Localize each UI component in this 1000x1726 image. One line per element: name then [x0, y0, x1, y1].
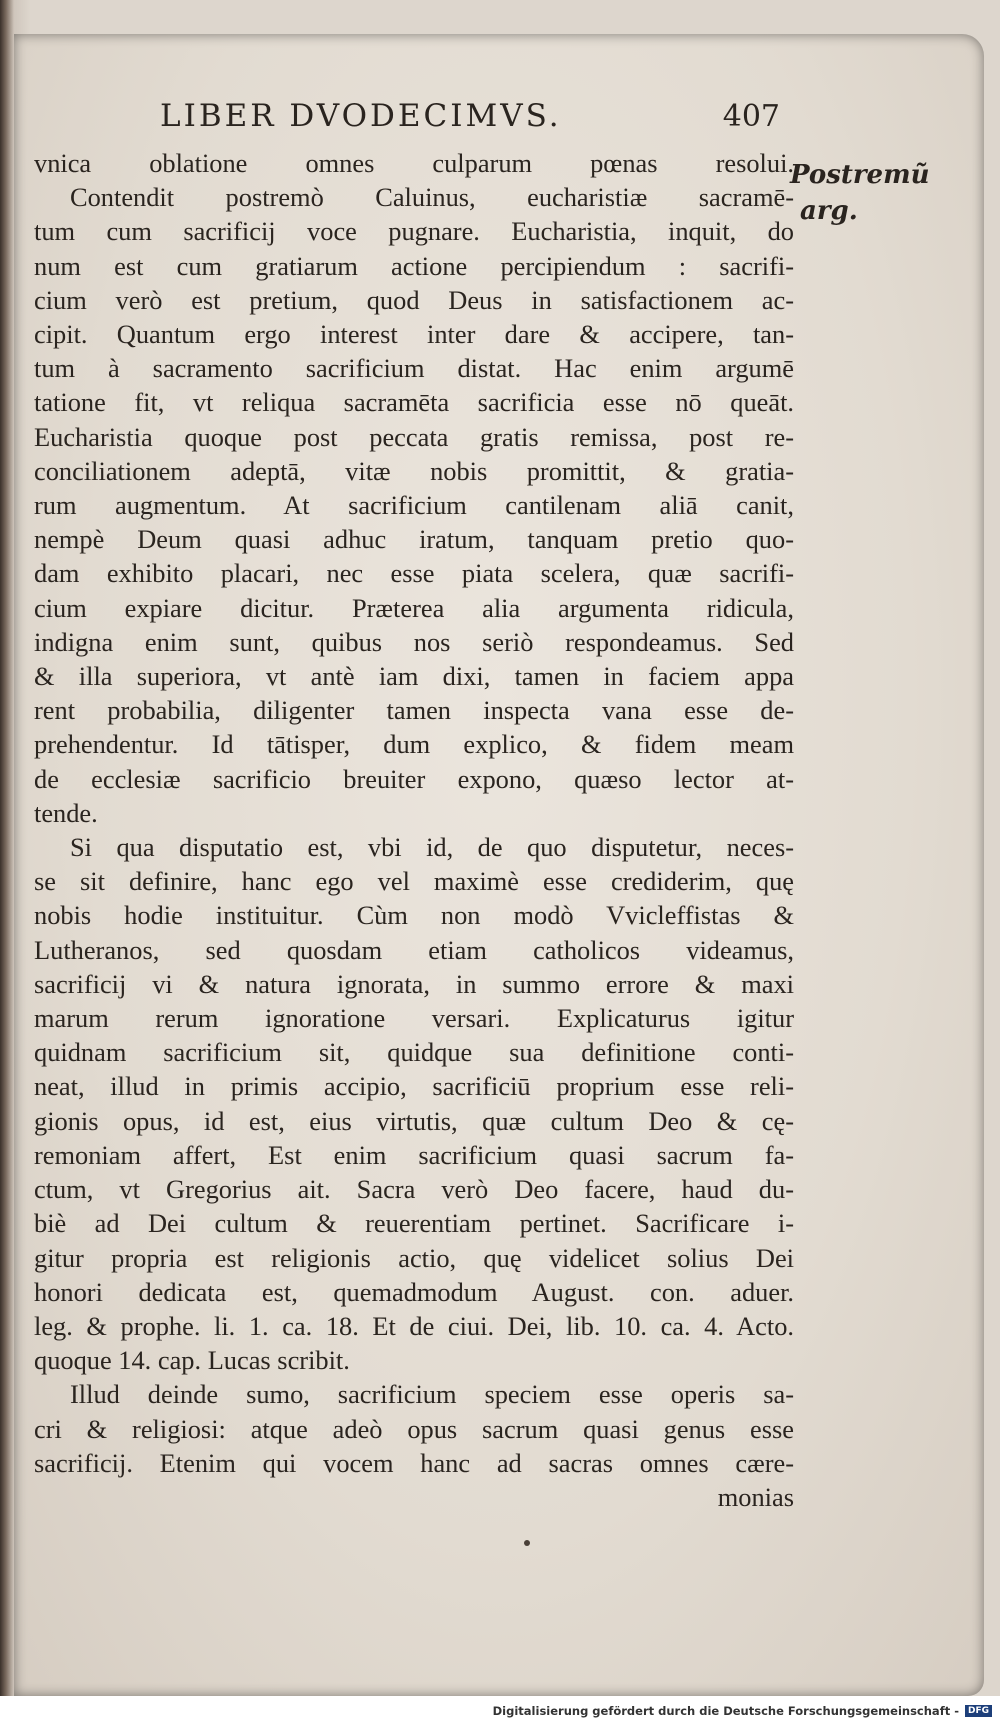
text-line: quoque 14. cap. Lucas scribit.	[34, 1345, 350, 1376]
digitization-footer	[0, 1696, 1000, 1726]
body-text	[34, 146, 794, 1514]
margin-note-postremum: Postremũ	[790, 160, 930, 190]
footer-credit: Digitalisierung gefördert durch die Deutsche Forschungsgemeinschaft -	[492, 1704, 959, 1718]
text-line: se sit definire, hanc ego vel maximè esse crediderim, quę	[34, 866, 794, 897]
text-line: sacrificij vi & natura ignorata, in summo errore & maxi	[34, 968, 794, 999]
text-line: de ecclesiæ sacrificio breuiter expono, quæso lector at-	[34, 763, 794, 794]
text-line: Contendit postremò Caluinus, eucharistiæ sacramē-	[70, 182, 794, 213]
text-line: Si qua disputatio est, vbi id, de quo disputetur, neces-	[70, 832, 794, 863]
text-line: & illa superiora, vt antè iam dixi, tamen in faciem appa	[34, 661, 794, 692]
text-line: marum rerum ignoratione versari. Explicaturus igitur	[34, 1003, 794, 1034]
text-line: tum à sacramento sacrificium distat. Hac enim argumē	[34, 353, 794, 384]
ink-speck	[524, 1540, 530, 1546]
text-line: Illud deinde sumo, sacrificium speciem esse operis sa-	[70, 1379, 794, 1410]
margin-note-arg: arg.	[800, 196, 858, 226]
text-line: neat, illud in primis accipio, sacrificiū proprium esse reli-	[34, 1071, 794, 1102]
dfg-logo-icon: DFG	[965, 1705, 992, 1717]
text-line: num est cum gratiarum actione percipiendum : sacrifi-	[34, 250, 794, 281]
text-line: ctum, vt Gregorius ait. Sacra verò Deo facere, haud du-	[34, 1174, 794, 1205]
text-line: cri & religiosi: atque adeò opus sacrum quasi genus esse	[34, 1413, 794, 1444]
running-title: LIBER DVODECIMVS.	[160, 98, 562, 134]
text-line: dam exhibito placari, nec esse piata scelera, quæ sacrifi-	[34, 558, 794, 589]
text-line: biè ad Dei cultum & reuerentiam pertinet. Sacrificare i-	[34, 1208, 794, 1239]
text-line: Eucharistia quoque post peccata gratis remissa, post re-	[34, 421, 794, 452]
text-line: tatione fit, vt reliqua sacramēta sacrificia esse nō queāt.	[34, 387, 794, 418]
text-line: rent probabilia, diligenter tamen inspecta vana esse de-	[34, 695, 794, 726]
text-line: tende.	[34, 797, 98, 828]
text-line: vnica oblatione omnes culparum pœnas resolui.	[34, 148, 794, 178]
text-line: indigna enim sunt, quibus nos seriò respondeamus. Sed	[34, 626, 794, 657]
text-line: honori dedicata est, quemadmodum August. con. aduer.	[34, 1276, 794, 1307]
text-line: remoniam affert, Est enim sacrificium quasi sacrum fa-	[34, 1139, 794, 1170]
text-line: gionis opus, id est, eius virtutis, quæ cultum Deo & cę-	[34, 1105, 794, 1136]
text-line: prehendentur. Id tātisper, dum explico, & fidem meam	[34, 729, 794, 760]
text-line: rum augmentum. At sacrificium cantilenam aliā canit,	[34, 490, 794, 521]
text-line: conciliationem adeptā, vitæ nobis promittit, & gratia-	[34, 455, 794, 486]
text-line: gitur propria est religionis actio, quę videlicet solius Dei	[34, 1242, 794, 1273]
text-line: sacrificij. Etenim qui vocem hanc ad sacras omnes cære-	[34, 1447, 794, 1478]
catchword: monias	[717, 1481, 794, 1512]
text-line: Lutheranos, sed quosdam etiam catholicos videamus,	[34, 934, 794, 965]
page-number: 407	[722, 99, 780, 134]
text-line: cium expiare dicitur. Præterea alia argumenta ridicula,	[34, 592, 794, 623]
text-line: nobis hodie instituitur. Cùm non modò Vvicleffistas &	[34, 900, 794, 931]
text-line: tum cum sacrificij voce pugnare. Eucharistia, inquit, do	[34, 216, 794, 247]
text-line: nempè Deum quasi adhuc iratum, tanquam pretio quo-	[34, 524, 794, 555]
page-header	[160, 98, 780, 134]
text-line: cipit. Quantum ergo interest inter dare & accipere, tan-	[34, 319, 794, 350]
text-line: leg. & prophe. li. 1. ca. 18. Et de ciui. Dei, lib. 10. ca. 4. Acto.	[34, 1310, 794, 1341]
text-line: cium verò est pretium, quod Deus in satisfactionem ac-	[34, 284, 794, 315]
text-line: quidnam sacrificium sit, quidque sua definitione conti-	[34, 1037, 794, 1068]
